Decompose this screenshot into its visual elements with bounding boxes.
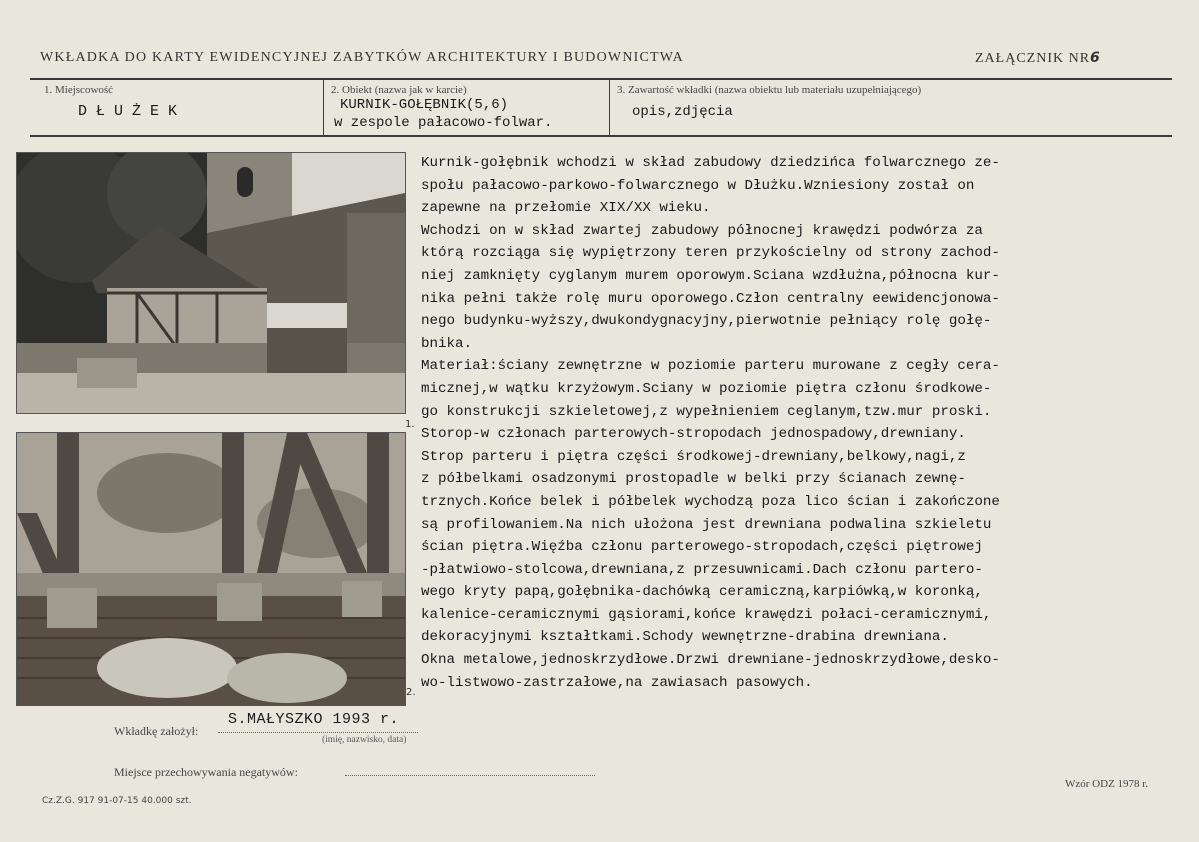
description-line: kalenice-ceramicznymi gąsiorami,końce krawędzi połaci-ceramicznymi, [421,606,992,623]
description-line: zapewne na przełomie XIX/XX wieku. [421,200,711,217]
contents-label: 3. Zawartość wkładki (nazwa obiektu lub materiału uzupełniającego) [617,84,922,96]
field-divider-2 [609,80,610,135]
photo1-number: 1. [405,419,415,430]
description-line: micznej,w wątku krzyżowym.Sciany w poziomie piętra członu środkowe- [421,380,992,397]
attachment-label [975,50,1101,67]
form-title: WKŁADKA DO KARTY EWIDENCYJNEJ ZABYTKÓW ARCHITEKTURY I BUDOWNICTWA [40,50,684,65]
attachment-label-text: ZAŁĄCZNIK NR [975,51,1091,66]
attachment-number: 6 [1090,50,1101,66]
description-line: trznych.Końce belek i półbelek wychodzą poza lico ścian i zakończone [421,493,1000,510]
description-line: którą rozciąga się wypiętrzony teren przykościelny od strony zachod- [421,245,1000,262]
author-sublabel: (imię, nazwisko, data) [322,735,407,745]
contents-value: opis,zdjęcia [632,104,733,120]
description-line: Strop parteru i piętra części środkowej-drewniany,belkowy,nagi,z [421,448,966,465]
description-line: są profilowaniem.Na nich ułożona jest drewniana podwalina szkieletu [421,516,992,533]
author-line [218,732,418,733]
description-line: wo-listwowo-zastrzałowe,na zawiasach pasowych. [421,674,813,691]
description-line: Wchodzi on w skład zwartej zabudowy północnej krawędzi podwórza za [421,222,983,239]
description-line: z półbelkami osadzonymi prostopadle w belki przy ścianach zewnę- [421,471,966,488]
description-line: -płatwiowo-stolcowa,drewniana,z przesuwnicami.Dach członu partero- [421,561,983,578]
description-line: bnika. [421,335,473,352]
object-value-line1: KURNIK-GOŁĘBNIK(5,6) [340,97,509,113]
description-line: wego kryty papą,gołębnika-dachówką ceramiczną,karpiówką,w koronką, [421,584,983,601]
header-bottom-rule [30,135,1172,137]
author-value: S.MAŁYSZKO 1993 r. [228,711,400,728]
description-line: niej zamknięty cyglanym murem oporowym.Sciana wzdłużna,północna kur- [421,267,1000,284]
description-line: Storop-w członach parterowych-stropodach jednospadowy,drewniany. [421,426,966,443]
locality-value: DŁUŻEK [78,103,187,120]
field-divider-1 [323,80,324,135]
description-text [421,152,1181,694]
top-rule [30,78,1172,80]
description-line: nego budynku-wyższy,dwukondygnacyjny,pierwotnie pełniący rolę gołę- [421,313,992,330]
photo2-number: 2. [406,687,416,698]
description-line: Okna metalowe,jednoskrzydłowe.Drzwi drewniane-jednoskrzydłowe,desko- [421,652,1000,669]
description-line: społu pałacowo-parkowo-folwarcznego w Dłużku.Wzniesiony został on [421,177,975,194]
print-note: Cz.Z.G. 917 91-07-15 40.000 szt. [42,796,192,806]
form-pattern-note: Wzór ODZ 1978 r. [1065,778,1149,790]
description-line: Materiał:ściany zewnętrzne w poziomie parteru murowane z cegły cera- [421,358,1000,375]
description-line: nika pełni także rolę muru oporowego.Człon centralny eewidencjonowa- [421,290,1000,307]
description-line: go konstrukcji szkieletowej,z wypełnieniem ceglanym,tzw.mur proski. [421,403,992,420]
object-value-line2: w zespole pałacowo-folwar. [334,115,553,131]
negatives-line [345,775,595,776]
photo-timber-frame [16,432,406,706]
object-label: 2. Obiekt (nazwa jak w karcie) [331,84,467,96]
photo-building [16,152,406,414]
author-label: Wkładkę założył: [114,724,199,738]
description-line: dekoracyjnymi kształtkami.Schody wewnętrzne-drabina drewniana. [421,629,949,646]
description-line: Kurnik-gołębnik wchodzi w skład zabudowy dziedzińca folwarcznego ze- [421,155,1000,171]
locality-label: 1. Miejscowość [44,84,114,96]
description-line: ścian piętra.Więźba członu parterowego-stropodach,części piętrowej [421,539,983,556]
negatives-label: Miejsce przechowywania negatywów: [114,765,298,779]
